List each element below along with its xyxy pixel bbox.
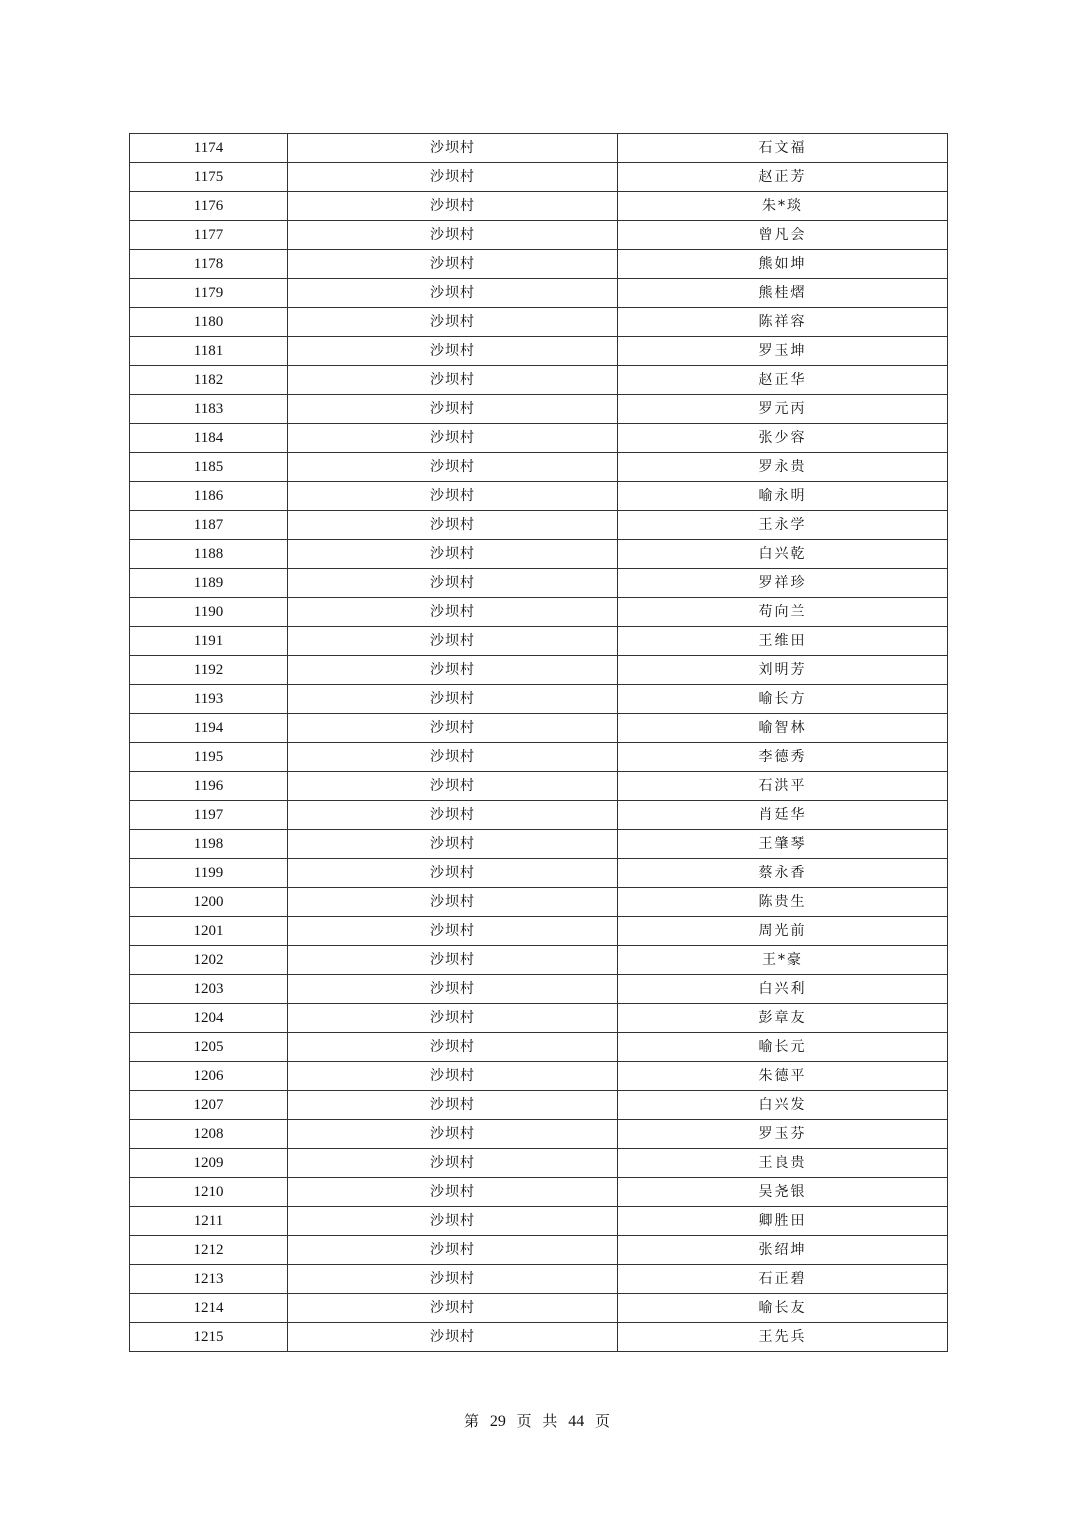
village-cell: 沙坝村 (288, 366, 618, 395)
village-cell: 沙坝村 (288, 395, 618, 424)
table-row (130, 1178, 948, 1207)
person-name-cell: 朱*琰 (618, 192, 948, 221)
footer-total-word: 共 (542, 1412, 558, 1430)
village-cell: 沙坝村 (288, 1236, 618, 1265)
row-number-cell: 1185 (130, 453, 288, 482)
row-number-cell: 1186 (130, 482, 288, 511)
row-number-cell: 1197 (130, 801, 288, 830)
row-number-cell: 1211 (130, 1207, 288, 1236)
table-row (130, 801, 948, 830)
village-cell: 沙坝村 (288, 1294, 618, 1323)
village-cell: 沙坝村 (288, 511, 618, 540)
table-row (130, 1236, 948, 1265)
row-number-cell: 1202 (130, 946, 288, 975)
person-name-cell: 喻智林 (618, 714, 948, 743)
village-cell: 沙坝村 (288, 743, 618, 772)
person-name-cell: 周光前 (618, 917, 948, 946)
current-page-number: 29 (489, 1413, 506, 1430)
table-row (130, 1265, 948, 1294)
person-name-cell: 喻永明 (618, 482, 948, 511)
row-number-cell: 1196 (130, 772, 288, 801)
row-number-cell: 1176 (130, 192, 288, 221)
row-number-cell: 1213 (130, 1265, 288, 1294)
person-name-cell: 赵正华 (618, 366, 948, 395)
village-cell: 沙坝村 (288, 917, 618, 946)
table-row (130, 859, 948, 888)
village-cell: 沙坝村 (288, 946, 618, 975)
table-row (130, 888, 948, 917)
village-cell: 沙坝村 (288, 1323, 618, 1352)
row-number-cell: 1192 (130, 656, 288, 685)
roster-table-container (129, 133, 946, 1352)
village-cell: 沙坝村 (288, 1062, 618, 1091)
row-number-cell: 1183 (130, 395, 288, 424)
row-number-cell: 1177 (130, 221, 288, 250)
row-number-cell: 1201 (130, 917, 288, 946)
table-row (130, 1120, 948, 1149)
person-name-cell: 王良贵 (618, 1149, 948, 1178)
village-cell: 沙坝村 (288, 1149, 618, 1178)
table-row (130, 192, 948, 221)
table-row (130, 627, 948, 656)
person-name-cell: 张绍坤 (618, 1236, 948, 1265)
row-number-cell: 1189 (130, 569, 288, 598)
row-number-cell: 1194 (130, 714, 288, 743)
table-row (130, 221, 948, 250)
table-row (130, 308, 948, 337)
table-row (130, 1033, 948, 1062)
person-name-cell: 蔡永香 (618, 859, 948, 888)
row-number-cell: 1193 (130, 685, 288, 714)
row-number-cell: 1204 (130, 1004, 288, 1033)
person-name-cell: 王*豪 (618, 946, 948, 975)
village-cell: 沙坝村 (288, 1265, 618, 1294)
table-row (130, 946, 948, 975)
person-name-cell: 王维田 (618, 627, 948, 656)
person-name-cell: 罗元丙 (618, 395, 948, 424)
row-number-cell: 1180 (130, 308, 288, 337)
person-name-cell: 喻长友 (618, 1294, 948, 1323)
person-name-cell: 石正碧 (618, 1265, 948, 1294)
person-name-cell: 张少容 (618, 424, 948, 453)
village-cell: 沙坝村 (288, 859, 618, 888)
row-number-cell: 1199 (130, 859, 288, 888)
row-number-cell: 1208 (130, 1120, 288, 1149)
village-cell: 沙坝村 (288, 163, 618, 192)
footer-page-word: 页 (516, 1412, 532, 1430)
row-number-cell: 1205 (130, 1033, 288, 1062)
footer-suffix: 页 (594, 1412, 610, 1430)
person-name-cell: 白兴发 (618, 1091, 948, 1120)
person-name-cell: 陈贵生 (618, 888, 948, 917)
row-number-cell: 1206 (130, 1062, 288, 1091)
table-row (130, 1207, 948, 1236)
table-row (130, 1294, 948, 1323)
person-name-cell: 熊如坤 (618, 250, 948, 279)
village-cell: 沙坝村 (288, 192, 618, 221)
village-cell: 沙坝村 (288, 1120, 618, 1149)
village-cell: 沙坝村 (288, 337, 618, 366)
person-name-cell: 王肇琴 (618, 830, 948, 859)
village-cell: 沙坝村 (288, 888, 618, 917)
table-row (130, 134, 948, 163)
table-row (130, 772, 948, 801)
village-cell: 沙坝村 (288, 714, 618, 743)
village-cell: 沙坝村 (288, 221, 618, 250)
table-row (130, 1149, 948, 1178)
table-row (130, 714, 948, 743)
person-name-cell: 赵正芳 (618, 163, 948, 192)
person-name-cell: 吴尧银 (618, 1178, 948, 1207)
person-name-cell: 石洪平 (618, 772, 948, 801)
village-cell: 沙坝村 (288, 453, 618, 482)
row-number-cell: 1212 (130, 1236, 288, 1265)
village-cell: 沙坝村 (288, 482, 618, 511)
person-name-cell: 罗玉芬 (618, 1120, 948, 1149)
village-cell: 沙坝村 (288, 279, 618, 308)
row-number-cell: 1214 (130, 1294, 288, 1323)
table-row (130, 540, 948, 569)
row-number-cell: 1198 (130, 830, 288, 859)
person-name-cell: 朱德平 (618, 1062, 948, 1091)
row-number-cell: 1174 (130, 134, 288, 163)
table-row (130, 337, 948, 366)
village-cell: 沙坝村 (288, 685, 618, 714)
village-cell: 沙坝村 (288, 627, 618, 656)
person-name-cell: 彭章友 (618, 1004, 948, 1033)
village-cell: 沙坝村 (288, 424, 618, 453)
row-number-cell: 1203 (130, 975, 288, 1004)
village-cell: 沙坝村 (288, 1178, 618, 1207)
person-name-cell: 罗永贵 (618, 453, 948, 482)
row-number-cell: 1184 (130, 424, 288, 453)
person-name-cell: 苟向兰 (618, 598, 948, 627)
table-row (130, 395, 948, 424)
village-cell: 沙坝村 (288, 830, 618, 859)
person-name-cell: 罗祥珍 (618, 569, 948, 598)
village-cell: 沙坝村 (288, 1207, 618, 1236)
person-name-cell: 白兴乾 (618, 540, 948, 569)
roster-table (129, 133, 948, 1352)
table-row (130, 482, 948, 511)
village-cell: 沙坝村 (288, 656, 618, 685)
village-cell: 沙坝村 (288, 1004, 618, 1033)
person-name-cell: 陈祥容 (618, 308, 948, 337)
row-number-cell: 1181 (130, 337, 288, 366)
row-number-cell: 1179 (130, 279, 288, 308)
village-cell: 沙坝村 (288, 134, 618, 163)
table-row (130, 1004, 948, 1033)
row-number-cell: 1178 (130, 250, 288, 279)
total-pages-number: 44 (568, 1413, 585, 1430)
table-row (130, 511, 948, 540)
table-row (130, 656, 948, 685)
table-row (130, 1323, 948, 1352)
village-cell: 沙坝村 (288, 598, 618, 627)
table-row (130, 598, 948, 627)
table-row (130, 1091, 948, 1120)
table-row (130, 424, 948, 453)
village-cell: 沙坝村 (288, 250, 618, 279)
person-name-cell: 罗玉坤 (618, 337, 948, 366)
table-row (130, 1062, 948, 1091)
row-number-cell: 1210 (130, 1178, 288, 1207)
village-cell: 沙坝村 (288, 1033, 618, 1062)
person-name-cell: 曾凡会 (618, 221, 948, 250)
table-row (130, 163, 948, 192)
table-row (130, 975, 948, 1004)
table-row (130, 250, 948, 279)
village-cell: 沙坝村 (288, 308, 618, 337)
person-name-cell: 王永学 (618, 511, 948, 540)
page-footer (0, 1411, 1074, 1432)
person-name-cell: 王先兵 (618, 1323, 948, 1352)
row-number-cell: 1188 (130, 540, 288, 569)
village-cell: 沙坝村 (288, 801, 618, 830)
row-number-cell: 1187 (130, 511, 288, 540)
row-number-cell: 1207 (130, 1091, 288, 1120)
person-name-cell: 石文福 (618, 134, 948, 163)
row-number-cell: 1175 (130, 163, 288, 192)
row-number-cell: 1209 (130, 1149, 288, 1178)
person-name-cell: 肖廷华 (618, 801, 948, 830)
person-name-cell: 卿胜田 (618, 1207, 948, 1236)
table-row (130, 279, 948, 308)
row-number-cell: 1190 (130, 598, 288, 627)
table-row (130, 453, 948, 482)
row-number-cell: 1191 (130, 627, 288, 656)
row-number-cell: 1200 (130, 888, 288, 917)
table-row (130, 569, 948, 598)
person-name-cell: 白兴利 (618, 975, 948, 1004)
table-row (130, 685, 948, 714)
table-row (130, 743, 948, 772)
person-name-cell: 刘明芳 (618, 656, 948, 685)
row-number-cell: 1195 (130, 743, 288, 772)
row-number-cell: 1215 (130, 1323, 288, 1352)
table-row (130, 830, 948, 859)
person-name-cell: 喻长方 (618, 685, 948, 714)
village-cell: 沙坝村 (288, 975, 618, 1004)
village-cell: 沙坝村 (288, 569, 618, 598)
person-name-cell: 熊桂熠 (618, 279, 948, 308)
footer-prefix: 第 (464, 1412, 480, 1430)
village-cell: 沙坝村 (288, 772, 618, 801)
roster-table-body (130, 134, 948, 1352)
row-number-cell: 1182 (130, 366, 288, 395)
person-name-cell: 李德秀 (618, 743, 948, 772)
village-cell: 沙坝村 (288, 540, 618, 569)
table-row (130, 366, 948, 395)
village-cell: 沙坝村 (288, 1091, 618, 1120)
person-name-cell: 喻长元 (618, 1033, 948, 1062)
table-row (130, 917, 948, 946)
